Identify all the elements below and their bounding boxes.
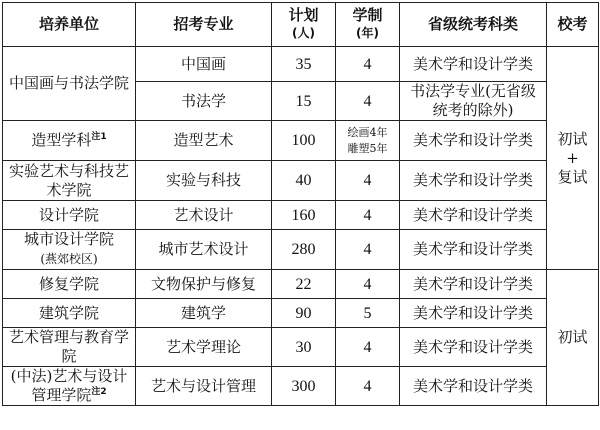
category-cell: 美术学和设计学类 (400, 201, 547, 230)
years-cell: 4 (336, 230, 400, 270)
header-major: 招考专业 (136, 3, 272, 47)
unit-cell: 建筑学院 (3, 299, 136, 328)
category-cell: 美术学和设计学类 (400, 121, 547, 161)
footnote-marker: 注2 (91, 387, 107, 397)
unit-cell: 实验艺术与科技艺术学院 (3, 161, 136, 201)
category-cell: 书法学专业(无省级统考的除外) (400, 82, 547, 121)
years-cell: 4 (336, 47, 400, 82)
plan-cell: 160 (272, 201, 336, 230)
admission-plan-table (2, 2, 599, 406)
years-cell: 4 (336, 161, 400, 201)
plan-cell: 15 (272, 82, 336, 121)
table-row (3, 201, 599, 230)
category-cell: 美术学和设计学类 (400, 328, 547, 367)
header-years-label: 学制 (352, 6, 383, 24)
unit-cell (3, 367, 136, 406)
plan-cell: 300 (272, 367, 336, 406)
header-exam: 校考 (547, 3, 599, 47)
header-years-unit: (年) (356, 26, 379, 40)
category-cell: 美术学和设计学类 (400, 47, 547, 82)
header-row (3, 3, 599, 47)
years-cell (336, 121, 400, 161)
category-cell: 美术学和设计学类 (400, 270, 547, 299)
exam-group1-line2: + (566, 148, 579, 167)
table-row (3, 299, 599, 328)
unit-cell: 修复学院 (3, 270, 136, 299)
major-cell: 书法学 (136, 82, 272, 121)
header-plan-label: 计划 (288, 6, 319, 24)
table-row (3, 328, 599, 367)
table-row (3, 270, 599, 299)
unit-cell: 设计学院 (3, 201, 136, 230)
unit-label: 城市设计学院 (23, 230, 114, 248)
exam-cell-group1 (547, 47, 599, 270)
unit-cell (3, 121, 136, 161)
table-row (3, 230, 599, 270)
exam-group1-line3: 复试 (557, 167, 588, 186)
unit-label: 造型学科 (31, 131, 92, 149)
years-cell: 5 (336, 299, 400, 328)
major-cell: 艺术与设计管理 (136, 367, 272, 406)
category-cell: 美术学和设计学类 (400, 161, 547, 201)
major-cell: 实验与科技 (136, 161, 272, 201)
major-cell: 艺术设计 (136, 201, 272, 230)
table-row (3, 47, 599, 82)
header-plan-unit: (人) (292, 26, 315, 40)
header-years (336, 3, 400, 47)
table-row (3, 121, 599, 161)
unit-label: (中法)艺术与设计管理学院 (10, 367, 128, 404)
years-cell: 4 (336, 270, 400, 299)
header-unit: 培养单位 (3, 3, 136, 47)
plan-cell: 90 (272, 299, 336, 328)
major-cell: 中国画 (136, 47, 272, 82)
unit-sub-label: (燕郊校区) (40, 252, 98, 266)
years-cell: 4 (336, 82, 400, 121)
category-cell: 美术学和设计学类 (400, 299, 547, 328)
years-line2: 雕塑5年 (347, 141, 388, 155)
unit-cell: 中国画与书法学院 (3, 47, 136, 121)
footnote-marker: 注1 (91, 132, 107, 142)
header-category: 省级统考科类 (400, 3, 547, 47)
major-cell: 造型艺术 (136, 121, 272, 161)
exam-cell-group2: 初试 (547, 270, 599, 406)
header-plan (272, 3, 336, 47)
years-cell: 4 (336, 328, 400, 367)
plan-cell: 22 (272, 270, 336, 299)
table-row (3, 161, 599, 201)
unit-cell (3, 230, 136, 270)
major-cell: 城市艺术设计 (136, 230, 272, 270)
plan-cell: 100 (272, 121, 336, 161)
plan-cell: 280 (272, 230, 336, 270)
category-cell: 美术学和设计学类 (400, 230, 547, 270)
years-cell: 4 (336, 367, 400, 406)
years-line1: 绘画4年 (347, 125, 388, 139)
major-cell: 艺术学理论 (136, 328, 272, 367)
exam-group1-line1: 初试 (557, 129, 588, 148)
major-cell: 建筑学 (136, 299, 272, 328)
plan-cell: 30 (272, 328, 336, 367)
category-cell: 美术学和设计学类 (400, 367, 547, 406)
unit-cell: 艺术管理与教育学院 (3, 328, 136, 367)
table-row (3, 367, 599, 406)
years-cell: 4 (336, 201, 400, 230)
major-cell: 文物保护与修复 (136, 270, 272, 299)
plan-cell: 40 (272, 161, 336, 201)
plan-cell: 35 (272, 47, 336, 82)
